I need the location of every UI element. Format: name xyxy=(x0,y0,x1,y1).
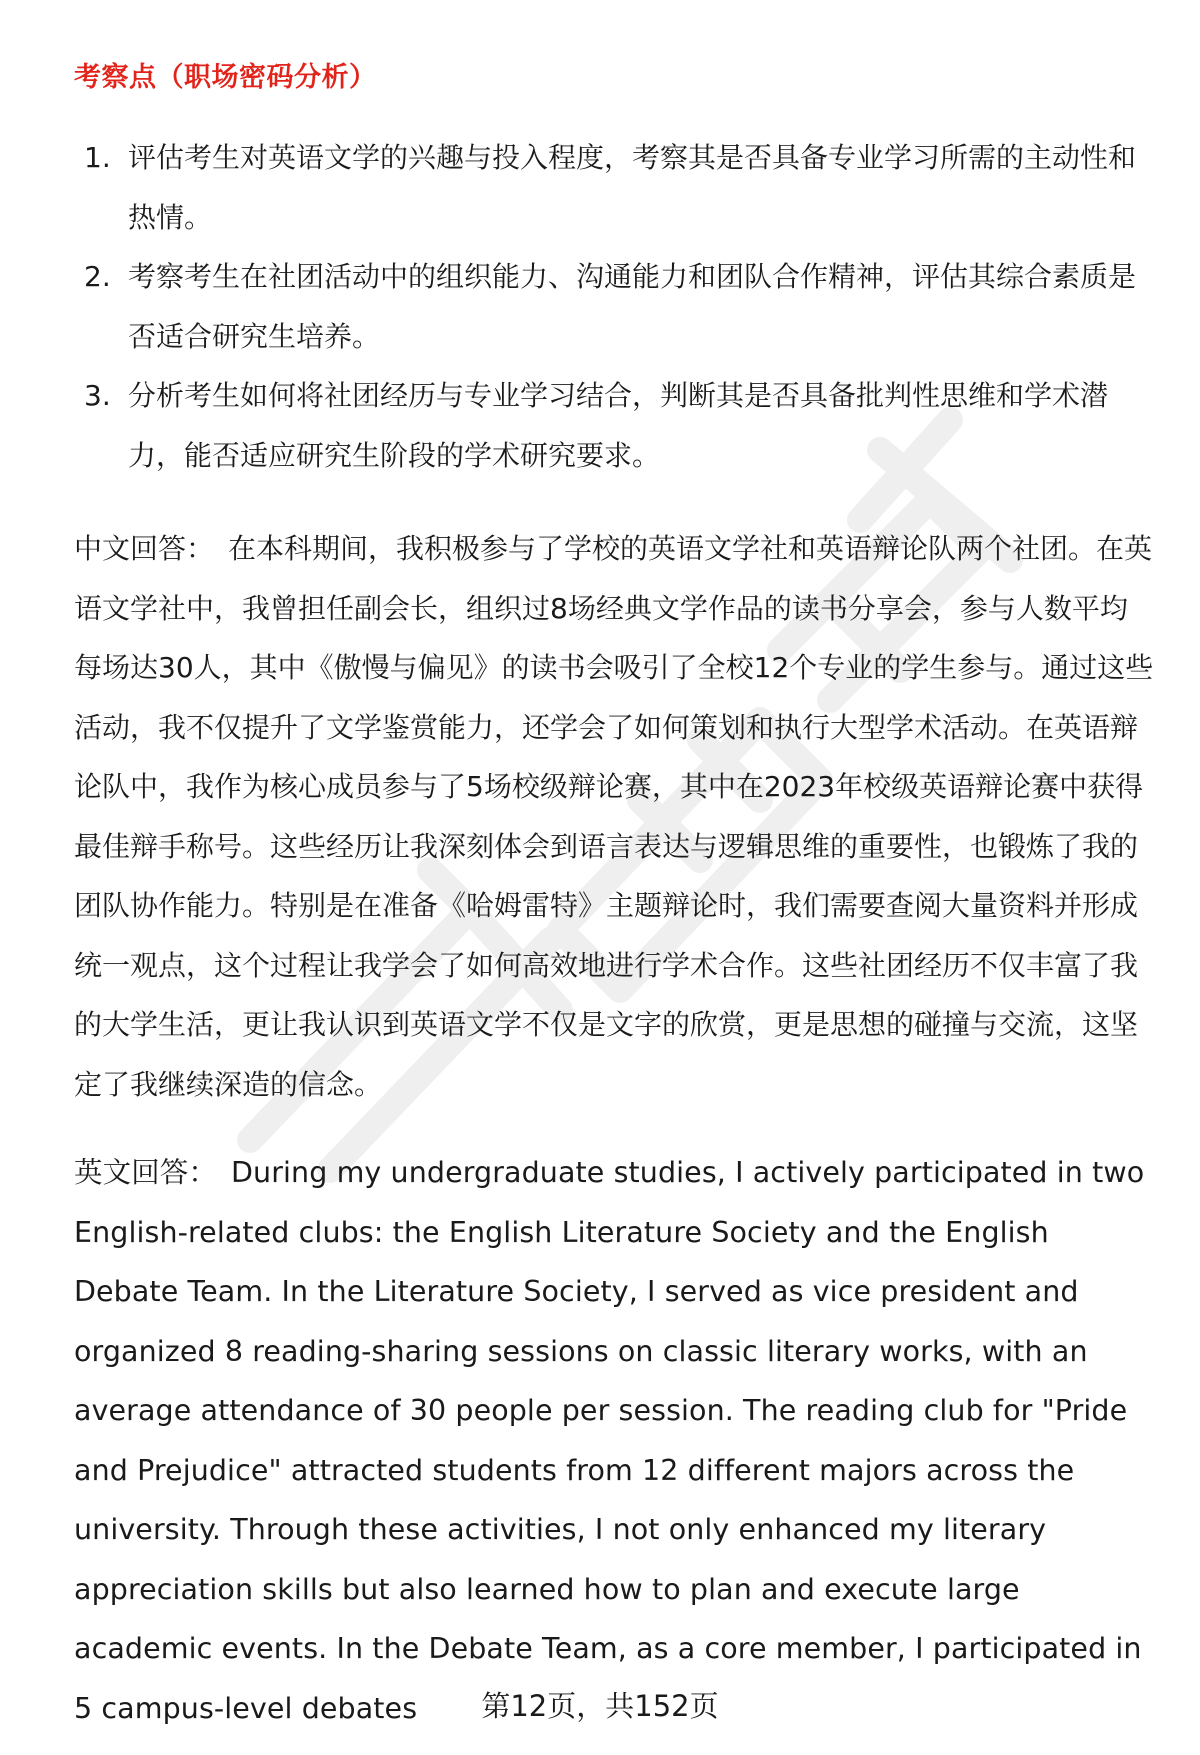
list-item xyxy=(74,247,1144,366)
list-item-text: 分析考生如何将社团经历与专业学习结合，判断其是否具备批判性思维和学术潜力，能否适应研究生阶段的学术研究要求。 xyxy=(128,379,1109,472)
english-answer-label: 英文回答： xyxy=(74,1156,218,1189)
list-item-number: 3. xyxy=(84,379,111,412)
chinese-answer-label: 中文回答： xyxy=(74,532,215,565)
english-answer-paragraph xyxy=(74,1143,1154,1738)
chinese-answer-paragraph xyxy=(74,519,1154,1114)
assessment-points-list xyxy=(74,128,1144,485)
list-item-number: 1. xyxy=(84,141,111,174)
list-item xyxy=(74,366,1144,485)
section-heading: 考察点（职场密码分析） xyxy=(74,62,377,93)
list-item-text: 评估考生对英语文学的兴趣与投入程度，考察其是否具备专业学习所需的主动性和热情。 xyxy=(128,141,1137,234)
english-answer-text: During my undergraduate studies, I actively participated in two English-related clubs: the English Literature Society and the English Debate Team. In the Literature Society, I served as vice president and organized 8 reading-sharing sessions on classic literary works, with an average attendance of 30 people per session. The reading club for "Pride and Prejudice" attracted students from 12 different majors across the university. Through these activities, I not only enhanced my literary appreciation skills but also learned how to plan and execute large academic events. In the Debate Team, as a core member, I participated in 5 campus-level debates xyxy=(74,1156,1145,1725)
list-item-text: 考察考生在社团活动中的组织能力、沟通能力和团队合作精神，评估其综合素质是否适合研究生培养。 xyxy=(128,260,1137,353)
list-item-number: 2. xyxy=(84,260,111,293)
list-item xyxy=(74,128,1144,247)
page-number-footer: 第12页，共152页 xyxy=(481,1689,719,1723)
chinese-answer-text: 在本科期间，我积极参与了学校的英语文学社和英语辩论队两个社团。在英语文学社中，我曾担任副会长，组织过8场经典文学作品的读书分享会，参与人数平均每场达30人，其中《傲慢与偏见》的读书会吸引了全校12个专业的学生参与。通过这些活动，我不仅提升了文学鉴赏能力，还学会了如何策划和执行大型学术活动。在英语辩论队中，我作为核心成员参与了5场校级辩论赛，其中在2023年校级英语辩论赛中获得最佳辩手称号。这些经历让我深刻体会到语言表达与逻辑思维的重要性，也锻炼了我的团队协作能力。特别是在准备《哈姆雷特》主题辩论时，我们需要查阅大量资料并形成统一观点，这个过程让我学会了如何高效地进行学术合作。这些社团经历不仅丰富了我的大学生活，更让我认识到英语文学不仅是文字的欣赏，更是思想的碰撞与交流，这坚定了我继续深造的信念。 xyxy=(74,532,1154,1101)
